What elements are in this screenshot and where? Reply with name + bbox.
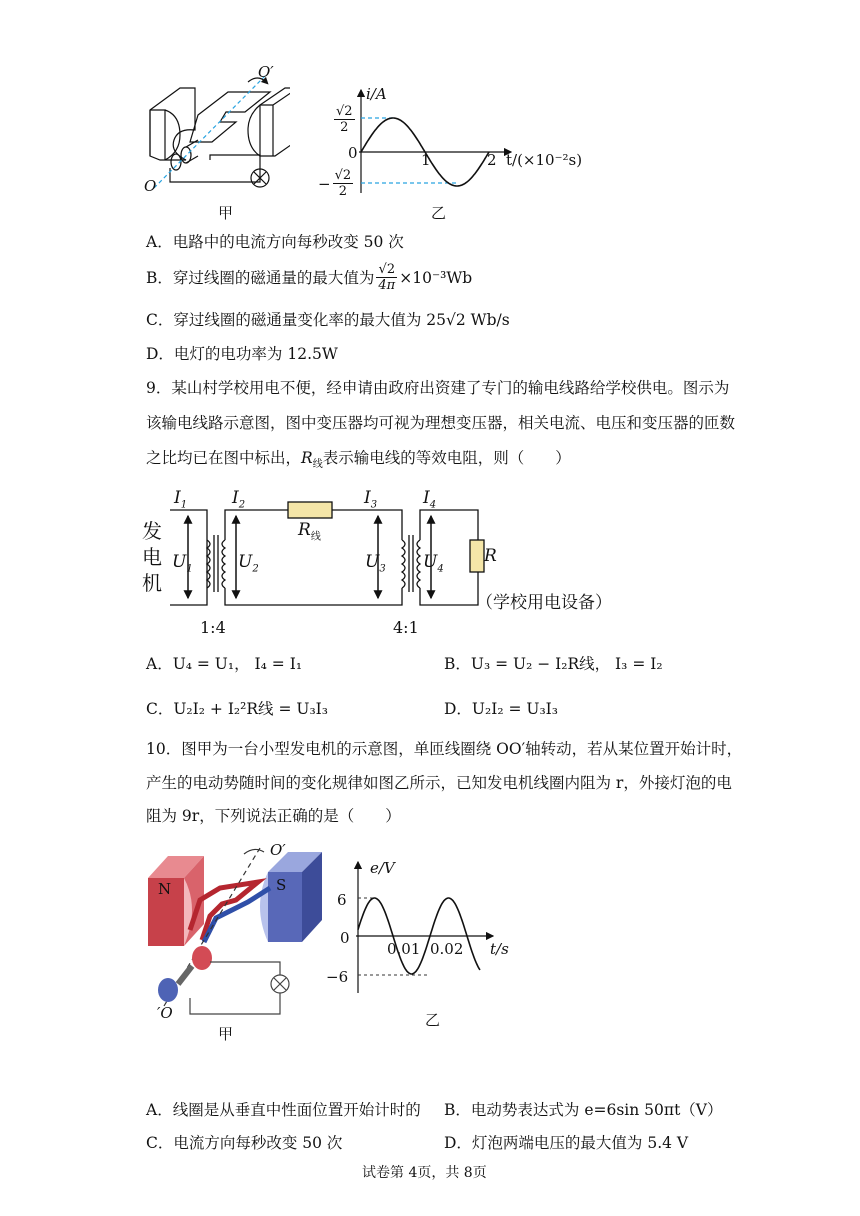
emf-x2-label: 0.02 [430,940,464,958]
color-generator-figure [140,838,330,1018]
i2-sub: 2 [238,499,246,511]
label-i2 [232,488,245,515]
q10-line-1: 10．图甲为一台小型发电机的示意图，单匝线圈绕 OO′轴转动，若从某位置开始计时， [146,740,743,758]
q8-b-den: 4π [378,278,396,293]
q10-option-a: A．线圈是从垂直中性面位置开始计时的 [146,1101,421,1119]
u3-sub: 3 [379,563,386,575]
current-graph [345,88,525,198]
emf-x-label: t/s [490,940,509,958]
q9-option-d: D．U₂I₂ = U₃I₃ [444,700,558,718]
graph-x-tick-1: 1 [421,151,431,169]
q10-line-2: 产生的电动势随时间的变化规律如图乙所示，已知发电机线圈内阻为 r，外接灯泡的电 [146,774,732,792]
label-u2 [238,552,259,579]
axis-o-label: O [144,177,157,195]
y-min-num: √2 [334,168,352,183]
i4-letter: I [423,488,430,508]
q9-option-c: C．U₂I₂ + I₂²R线 = U₃I₃ [146,700,328,718]
label-u3 [365,552,386,579]
graph-x-axis-label: t/(×10⁻²s) [506,151,583,169]
q8-option-b [146,262,472,293]
emf-x1-label: 0.01 [387,940,421,958]
magnet-s-label: S [276,876,287,894]
graph-x-tick-2: 2 [487,151,497,169]
emf-y-neg-label: −6 [326,968,349,986]
q9-line3-r: R [301,449,313,467]
r-line-letter: R [298,520,311,540]
q10-option-d: D．灯泡两端电压的最大值为 5.4 V [444,1134,689,1152]
label-r-load: R [484,546,497,566]
y-max-num: √2 [336,104,353,119]
q9-line-2: 该输电线路示意图，图中变压器均可视为理想变压器，相关电流、电压和变压器的匝数 [146,414,736,432]
q9-line3-a: 之比均已在图中标出， [146,449,302,467]
q9-line3-b: 表示输电线的等效电阻，则（ ） [322,449,571,467]
i3-letter: I [364,488,371,508]
i2-letter: I [232,488,239,508]
q8-b-num: √2 [376,262,397,278]
u4-sub: 4 [437,563,444,575]
y-min-den: 2 [338,184,347,199]
graph-y-min-label [318,168,355,199]
axis-o-prime-label: O′ [258,63,274,81]
generator-char-2: 电 [142,545,162,569]
label-u1 [172,552,193,579]
label-u4 [423,552,444,579]
generator-char-1: 发 [142,519,162,543]
q9-line3-sub: 线 [312,459,323,471]
graph-y-axis-label: i/A [366,85,387,103]
q10-option-b: B．电动势表达式为 e=6sin 50πt（V） [444,1101,723,1119]
figure-yi-label: 乙 [431,204,447,222]
u1-letter: U [172,552,187,572]
emf-graph [348,858,518,998]
label-r-line [298,520,321,547]
emf-origin-label: 0 [340,929,350,947]
graph-y-max-label [332,104,357,135]
label-i4 [423,488,436,515]
magnet-n-label: N [158,880,172,898]
figure-yi-label-2: 乙 [425,1011,441,1029]
i1-sub: 1 [180,499,188,511]
u2-sub: 2 [252,563,259,575]
ratio-2-label: 4:1 [393,618,419,637]
q8-option-c: C．穿过线圈的磁通量变化率的最大值为 25√2 Wb/s [146,311,510,329]
axis-o-prime-label-2: O′ [270,841,286,859]
emf-y-label: e/V [370,859,395,877]
axis-o-label-2: ′O [157,1004,173,1022]
q10-option-c: C．电流方向每秒改变 50 次 [146,1134,343,1152]
q9-line-3 [146,448,571,475]
graph-origin-label: 0 [348,144,358,162]
i3-sub: 3 [370,499,378,511]
q8-option-b-prefix: B．穿过线圈的磁通量的最大值为 [146,268,375,287]
generator-sketch-figure [140,60,290,210]
emf-y-pos-label: 6 [337,891,347,909]
i4-sub: 4 [429,499,437,511]
q8-option-a: A．电路中的电流方向每秒改变 50 次 [146,233,404,251]
r-line-sub: 线 [310,531,321,543]
u2-letter: U [238,552,253,572]
y-min-sign: − [318,174,331,193]
label-i3 [364,488,377,515]
q9-line-1: 9．某山村学校用电不便，经申请由政府出资建了专门的输电线路给学校供电。图示为 [146,379,730,397]
generator-char-3: 机 [142,571,162,595]
i1-letter: I [174,488,181,508]
figure-jia-label: 甲 [218,204,234,222]
label-i1 [174,488,187,515]
q9-option-a: A．U₄ = U₁， I₄ = I₁ [146,655,303,673]
ratio-1-label: 1:4 [200,618,226,637]
transmission-circuit-diagram [140,480,640,640]
y-max-den: 2 [340,120,349,135]
q9-option-b: B．U₃ = U₂ − I₂R线， I₃ = I₂ [444,655,663,673]
q8-option-b-suffix: ×10⁻³Wb [399,268,473,287]
school-equipment-label: （学校用电设备） [476,593,612,613]
page-footer: 试卷第 4页，共 8页 [362,1165,487,1181]
u1-sub: 1 [186,563,193,575]
figure-jia-label-2: 甲 [218,1025,234,1043]
q8-option-d: D．电灯的电功率为 12.5W [146,345,338,363]
u4-letter: U [423,552,438,572]
u3-letter: U [365,552,380,572]
generator-label [142,518,166,596]
q10-line-3: 阻为 9r，下列说法正确的是（ ） [146,807,401,825]
